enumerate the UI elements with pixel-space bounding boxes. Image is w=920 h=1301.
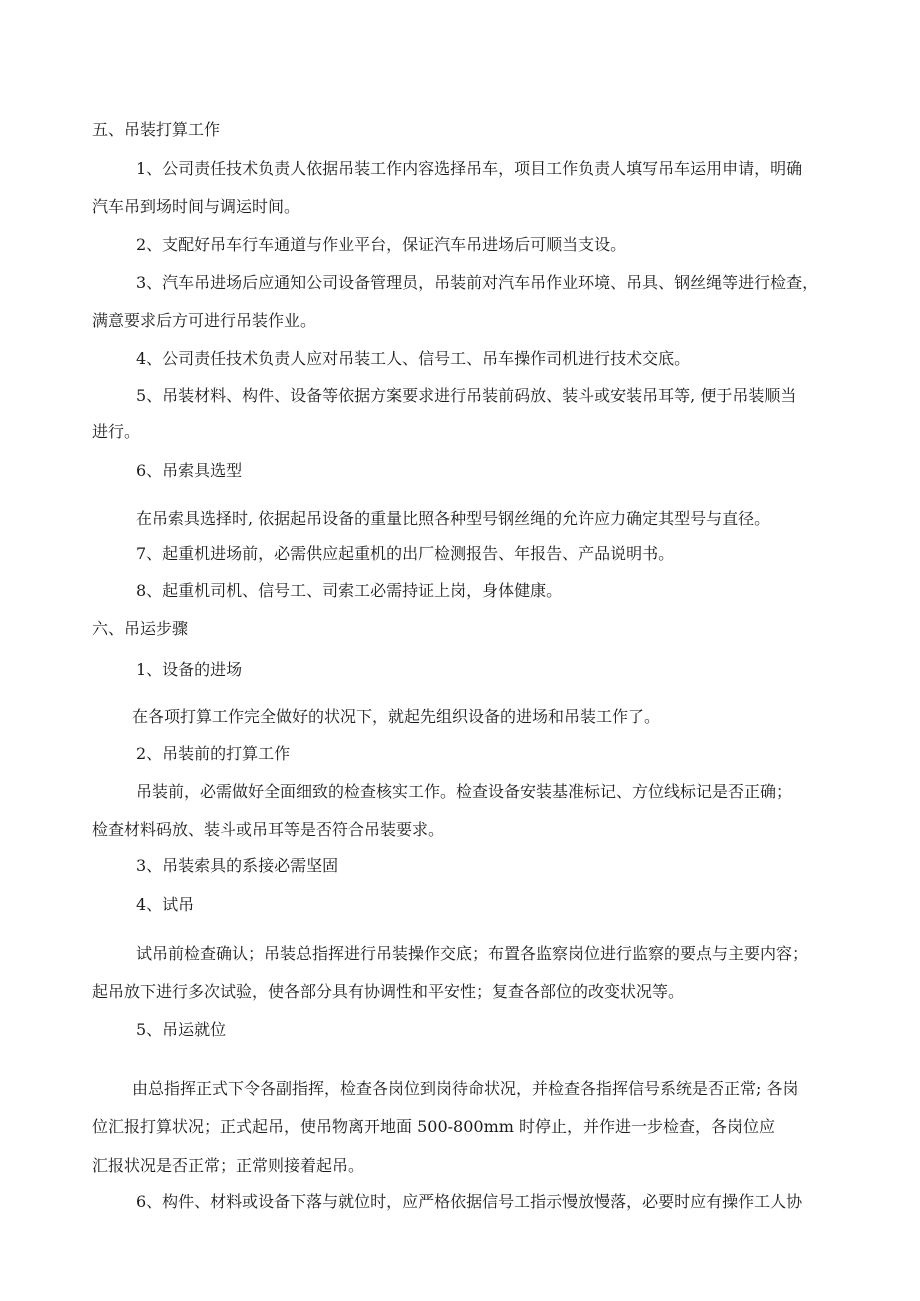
paragraph-line: 1、公司责任技术负责人依据吊装工作内容选择吊车，项目工作负责人填写吊车运用申请，明确 bbox=[136, 159, 803, 178]
section-heading: 六、吊运步骤 bbox=[92, 619, 189, 638]
paragraph-line: 汇报状况是否正常；正常则接着起吊。 bbox=[92, 1156, 365, 1175]
paragraph-line: 3、汽车吊进场后应通知公司设备管理员，吊装前对汽车吊作业环境、吊具、钢丝绳等进行检查， bbox=[136, 273, 819, 292]
paragraph-line: 汽车吊到场时间与调运时间。 bbox=[92, 197, 301, 216]
paragraph-line: 7、起重机进场前，必需供应起重机的出厂检测报告、年报告、产品说明书。 bbox=[136, 544, 675, 563]
paragraph-line: 检查材料码放、装斗或吊耳等是否符合吊装要求。 bbox=[92, 820, 445, 839]
paragraph-line: 进行。 bbox=[92, 422, 141, 441]
paragraph-line: 在各项打算工作完全做好的状况下，就起先组织设备的进场和吊装工作了。 bbox=[132, 707, 661, 726]
paragraph-line: 满意要求后方可进行吊装作业。 bbox=[92, 311, 317, 330]
subheading: 5、吊运就位 bbox=[136, 1020, 227, 1039]
subheading: 3、吊装索具的系接必需坚固 bbox=[136, 856, 339, 875]
subheading: 6、吊索具选型 bbox=[136, 461, 243, 480]
subheading: 1、设备的进场 bbox=[136, 660, 243, 679]
paragraph-line: 位汇报打算状况；正式起吊，使吊物离开地面 500-800mm 时停止，并作进一步检查，各岗位应 bbox=[92, 1117, 776, 1136]
section-heading: 五、吊装打算工作 bbox=[92, 120, 221, 139]
paragraph-line: 试吊前检查确认；吊装总指挥进行吊装操作交底；布置各监察岗位进行监察的要点与主要内容； bbox=[136, 944, 809, 963]
paragraph-line: 起吊放下进行多次试验，使各部分具有协调性和平安性；复查各部位的改变状况等。 bbox=[92, 982, 685, 1001]
paragraph-line: 5、吊装材料、构件、设备等依据方案要求进行吊装前码放、装斗或安装吊耳等, 便于吊装顺当 bbox=[136, 386, 797, 405]
paragraph-line: 6、构件、材料或设备下落与就位时，应严格依据信号工指示慢放慢落，必要时应有操作工人协 bbox=[136, 1192, 803, 1211]
paragraph-line: 吊装前，必需做好全面细致的检查核实工作。检查设备安装基准标记、方位线标记是否正确； bbox=[136, 782, 793, 801]
subheading: 2、吊装前的打算工作 bbox=[136, 744, 291, 763]
paragraph-line: 由总指挥正式下令各副指挥，检查各岗位到岗待命状况，并检查各指挥信号系统是否正常; 各岗 bbox=[132, 1079, 799, 1098]
paragraph-line: 8、起重机司机、信号工、司索工必需持证上岗，身体健康。 bbox=[136, 581, 563, 600]
paragraph-line: 在吊索具选择时, 依据起吊设备的重量比照各种型号钢丝绳的允许应力确定其型号与直径。 bbox=[136, 509, 771, 528]
paragraph-line: 2、支配好吊车行车通道与作业平台，保证汽车吊进场后可顺当支设。 bbox=[136, 235, 627, 254]
paragraph-line: 4、公司责任技术负责人应对吊装工人、信号工、吊车操作司机进行技术交底。 bbox=[136, 349, 691, 368]
subheading: 4、试吊 bbox=[136, 895, 195, 914]
